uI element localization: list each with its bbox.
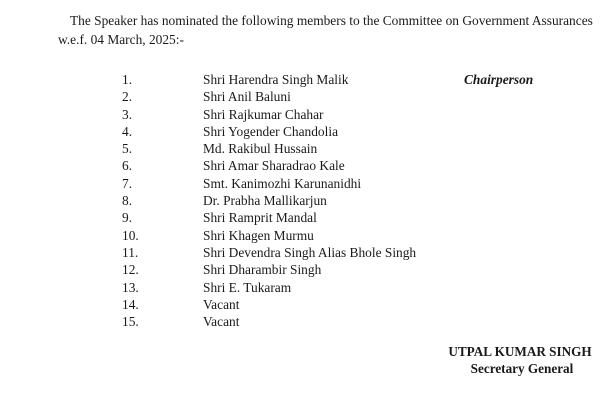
member-row: [0, 88, 600, 105]
member-name: Shri E. Tukaram: [203, 279, 292, 295]
member-number: 9.: [122, 210, 133, 226]
member-row: [0, 244, 600, 261]
member-row: [0, 157, 600, 174]
member-name: Shri Amar Sharadrao Kale: [203, 158, 345, 174]
member-row: [0, 140, 600, 157]
member-list: [0, 71, 600, 330]
member-role: Chairperson: [464, 72, 534, 87]
member-name: Dr. Prabha Mallikarjun: [203, 193, 327, 209]
member-number: 1.: [122, 72, 133, 87]
member-row: [0, 123, 600, 140]
member-number: 11.: [122, 244, 139, 260]
member-name: Vacant: [203, 296, 240, 312]
member-number: 8.: [122, 193, 133, 209]
member-number: 2.: [122, 89, 133, 105]
member-name: Shri Yogender Chandolia: [203, 123, 339, 139]
member-name: Shri Rajkumar Chahar: [203, 106, 324, 122]
member-name: Shri Devendra Singh Alias Bhole Singh: [203, 244, 417, 260]
intro-paragraph: [58, 11, 593, 49]
member-name: Shri Harendra Singh Malik: [203, 72, 349, 87]
member-number: 4.: [122, 123, 133, 139]
member-name: Md. Rakibul Hussain: [203, 141, 318, 157]
member-name: Shri Anil Baluni: [203, 89, 291, 105]
member-row: [0, 209, 600, 226]
member-name: Shri Dharambir Singh: [203, 262, 322, 278]
member-name: Vacant: [203, 314, 240, 330]
signature-block: [442, 343, 598, 377]
member-number: 13.: [122, 279, 139, 295]
member-row: [0, 313, 600, 330]
member-row: [0, 227, 600, 244]
member-row: [0, 296, 600, 313]
intro-line-1: The Speaker has nominated the following members to the Committee on Government Assurances: [70, 13, 593, 28]
member-name: Shri Ramprit Mandal: [203, 210, 317, 226]
member-row: [0, 279, 600, 296]
member-name: Smt. Kanimozhi Karunanidhi: [203, 175, 362, 191]
member-row: [0, 106, 600, 123]
member-number: 15.: [122, 314, 139, 330]
member-number: 7.: [122, 175, 133, 191]
member-name: Shri Khagen Murmu: [203, 227, 314, 243]
member-row: [0, 192, 600, 209]
member-number: 5.: [122, 141, 133, 157]
member-number: 12.: [122, 262, 139, 278]
signatory-title: Secretary General: [470, 361, 574, 376]
member-number: 6.: [122, 158, 133, 174]
signatory-name: UTPAL KUMAR SINGH: [448, 344, 592, 359]
member-number: 3.: [122, 106, 133, 122]
member-number: 10.: [122, 227, 139, 243]
intro-line-2: w.e.f. 04 March, 2025:-: [58, 32, 184, 47]
member-row: [0, 71, 600, 88]
member-row: [0, 261, 600, 278]
member-row: [0, 175, 600, 192]
member-number: 14.: [122, 296, 139, 312]
